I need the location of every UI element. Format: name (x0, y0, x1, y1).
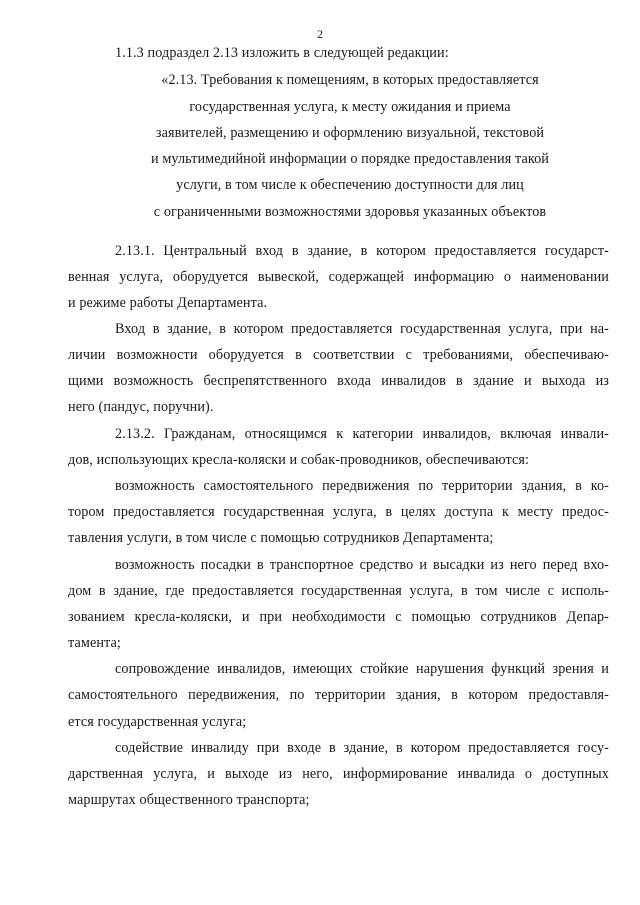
body-line: зованием кресла-коляски, и при необходимости с помощью сотрудников Депар- (68, 609, 609, 625)
page-number: 2 (317, 27, 323, 41)
body-line: содействие инвалиду при входе в здание, в котором предоставляется госу- (115, 740, 609, 756)
body-line: сопровождение инвалидов, имеющих стойкие нарушения функций зрения и (115, 661, 609, 677)
body-line: возможность самостоятельного передвижения по территории здания, в ко- (115, 478, 609, 494)
intro-line: 1.1.3 подраздел 2.13 изложить в следующей редакции: (115, 45, 449, 61)
body-line: Вход в здание, в котором предоставляется государственная услуга, при на- (115, 321, 609, 337)
heading-line: заявителей, размещению и оформлению визуальной, текстовой (155, 125, 545, 141)
body-line: и режиме работы Департамента. (68, 295, 268, 311)
body-line: самостоятельного передвижения, по территории здания, в котором предоставля- (68, 687, 609, 703)
body-line: щими возможность беспрепятственного входа инвалидов в здание и выхода из (68, 373, 609, 389)
heading-line: государственная услуга, к месту ожидания и приема (189, 99, 511, 115)
body-line: дов, использующих кресла-коляски и собак-проводников, обеспечиваются: (68, 452, 530, 468)
body-line: дом в здание, где предоставляется государственная услуга, в том числе с исполь- (68, 583, 609, 599)
body-line: дарственная услуга, и выходе из него, информирование инвалида о доступных (68, 766, 609, 782)
heading-line: с ограниченными возможностями здоровья указанных объектов (153, 204, 547, 220)
body-line: ется государственная услуга; (68, 714, 247, 730)
body-line: тором предоставляется государственная услуга, в целях доступа к месту предос- (68, 504, 609, 520)
heading-line: и мультимедийной информации о порядке предоставления такой (150, 151, 549, 167)
body-line: него (пандус, поручни). (68, 399, 214, 415)
body-line: венная услуга, оборудуется вывеской, содержащей информацию о наименовании (68, 269, 609, 285)
body-line: тамента; (68, 635, 121, 651)
heading-line: «2.13. Требования к помещениям, в которых предоставляется (161, 72, 539, 88)
body-line: 2.13.2. Гражданам, относящимся к категории инвалидов, включая инвали- (115, 426, 609, 442)
body-line: 2.13.1. Центральный вход в здание, в котором предоставляется государст- (115, 243, 609, 259)
body-line: тавления услуги, в том числе с помощью сотрудников Департамента; (68, 530, 494, 546)
body-line: маршрутах общественного транспорта; (68, 792, 310, 808)
body-line: личии возможности оборудуется в соответствии с требованиями, обеспечиваю- (68, 347, 609, 363)
heading-line: услуги, в том числе к обеспечению доступности для лиц (176, 177, 524, 193)
body-line: возможность посадки в транспортное средство и высадки из него перед вхо- (115, 557, 609, 573)
